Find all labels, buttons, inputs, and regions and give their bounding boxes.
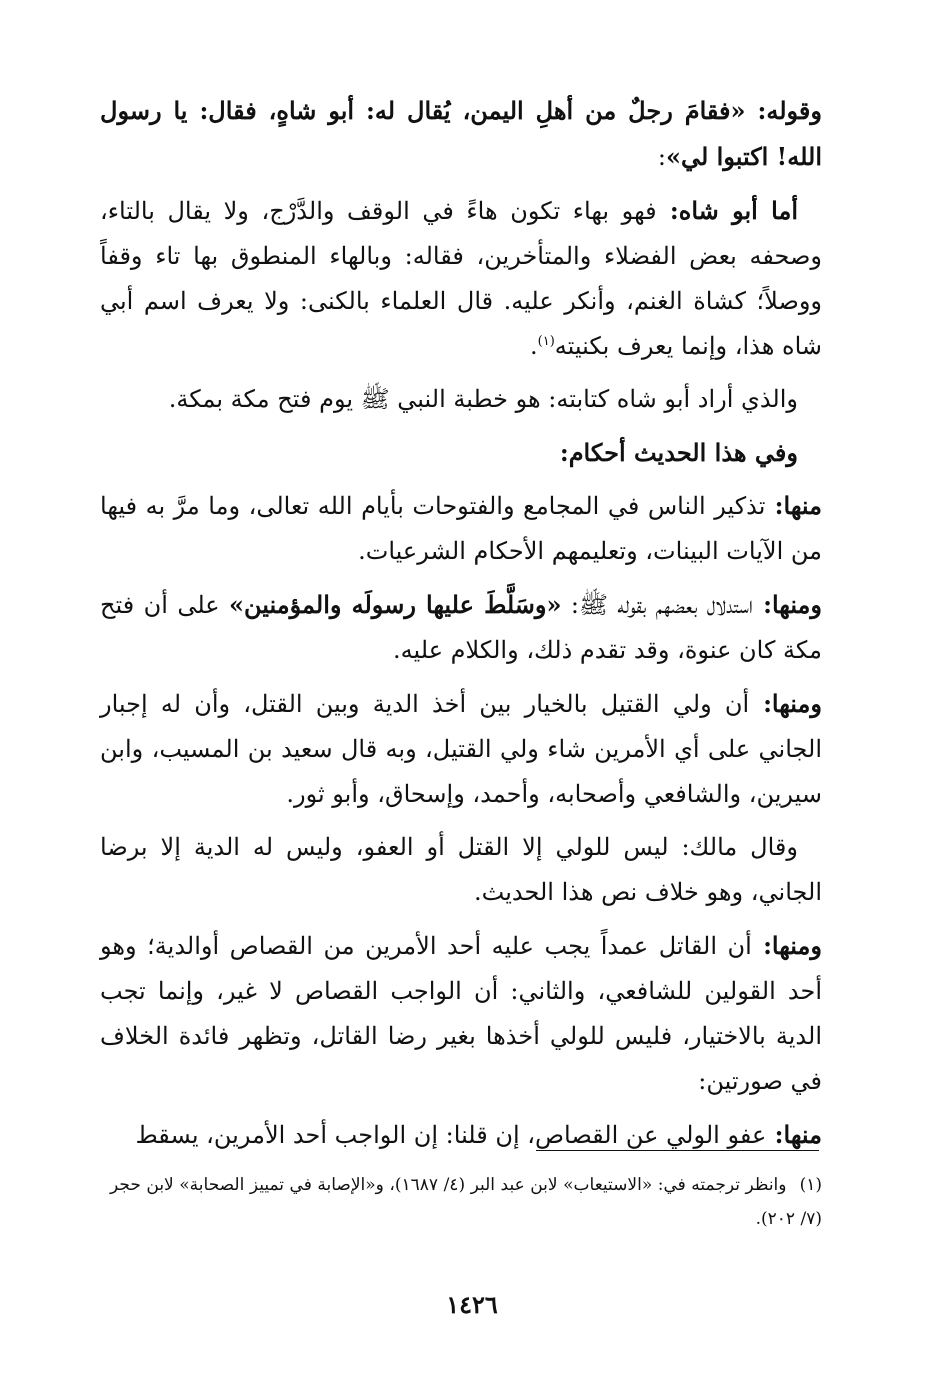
paragraph-text: والذي أراد أبو شاه كتابته: هو خطبة النبي ﷺ يوم فتح مكة بمكة. — [168, 385, 798, 413]
footnote-number: (١) — [799, 1175, 823, 1195]
page-number: ١٤٢٦ — [446, 1290, 498, 1319]
paragraph-text: استدلال بعضهم بقوله ﷺ: — [561, 591, 753, 619]
paragraph-malik — [100, 825, 822, 915]
paragraph-lead: منها: — [766, 1120, 822, 1149]
paragraph-lead: ومنها: — [751, 931, 822, 960]
paragraph-text: فهو بهاء تكون هاءً في الوقف والدَّرْج، ولا يقال بالتاء، وصحفه بعض الفضلاء والمتأخرين، فقاله: وبالهاء المنطوق بها تاء وقفاً ووصلاً؛ كشاة الغنم، وأنكر عليه. قال العلماء بالكنى: ولا يعرف اسم أبي شاه هذا، وإنما يعرف بكنيته — [100, 197, 822, 360]
paragraph-end: . — [530, 332, 538, 360]
footnote-reference: (١) — [537, 334, 555, 349]
paragraph-tail: : — [657, 143, 666, 171]
paragraph-ruling-2 — [100, 582, 822, 673]
paragraph-text: تذكير الناس في المجامع والفتوحات بأيام الله تعالى، وما مرَّ به فيها من الآيات البينات، وتعليمهم الأحكام الشرعيات. — [100, 492, 822, 565]
paragraph-lead: ومنها: — [749, 689, 822, 718]
paragraph-lead: ومنها: — [752, 590, 823, 619]
paragraph-abu-shah — [100, 188, 822, 369]
paragraph-text: وقال مالك: ليس للولي إلا القتل أو العفو، وليس له الدية إلا برضا الجاني، وهو خلاف نص هذا الحديث. — [100, 833, 822, 906]
hadith-quote: «وسَلَّطَ عليها رسولَه والمؤمنين» — [229, 590, 562, 619]
paragraph-text: أن ولي القتيل بالخيار بين أخذ الدية وبين القتل، وأن له إجبار الجاني على أي الأمرين شاء ولي القتيل، وبه قال سعيد بن المسيب، وابن سيرين، والشافعي وأصحابه، وأحمد، وإسحاق، وأبو ثور. — [100, 690, 822, 808]
paragraph-lead: وقوله: — [745, 96, 822, 125]
footnote-separator — [536, 1150, 819, 1151]
paragraph-lead: منها: — [765, 491, 823, 520]
paragraph-ruling-3 — [100, 681, 822, 817]
footnote-text: لابن حجر (٧/ ٢٠٢). — [110, 1175, 822, 1229]
section-heading-ahkam — [100, 430, 822, 475]
paragraph-ruling-1 — [100, 483, 822, 574]
paragraph-text: أن القاتل عمداً يجب عليه أحد الأمرين من القصاص أوالدية؛ وهو أحد القولين للشافعي، والثاني: أن الواجب القصاص لا غير، وإنما تجب الدية بالاختيار، فليس للولي أخذها بغير رضا القاتل، وتظهر فائدة الخلاف في صورتين: — [100, 932, 822, 1095]
paragraph-kitaba — [100, 377, 822, 422]
footnote-text: وانظر ترجمته في: «الاستيعاب» لابن عبد البر (٤/ ١٦٨٧)، و — [375, 1175, 787, 1195]
hadith-quote: «فقامَ رجلٌ من أهلِ اليمن، يُقال له: أبو شاهٍ، فقال: يا رسول الله! اكتبوا لي» — [100, 96, 822, 171]
heading-text: وفي هذا الحديث أحكام: — [559, 438, 798, 467]
paragraph-ruling-4 — [100, 923, 822, 1104]
paragraph-text: على أن فتح مكة كان عنوة، وقد تقدم ذلك، والكلام عليه. — [100, 591, 822, 664]
paragraph-hadith-quote — [100, 88, 822, 180]
footnote-book-title: «الإصابة في تمييز الصحابة» — [179, 1175, 376, 1195]
page-body — [100, 88, 822, 1166]
paragraph-lead: أما أبو شاه: — [656, 196, 798, 225]
paragraph-ruling-5 — [100, 1112, 822, 1158]
paragraph-text: عفو الولي عن القصاص، إن قلنا: إن الواجب أحد الأمرين، يسقط — [135, 1121, 767, 1149]
footnote — [110, 1168, 822, 1236]
